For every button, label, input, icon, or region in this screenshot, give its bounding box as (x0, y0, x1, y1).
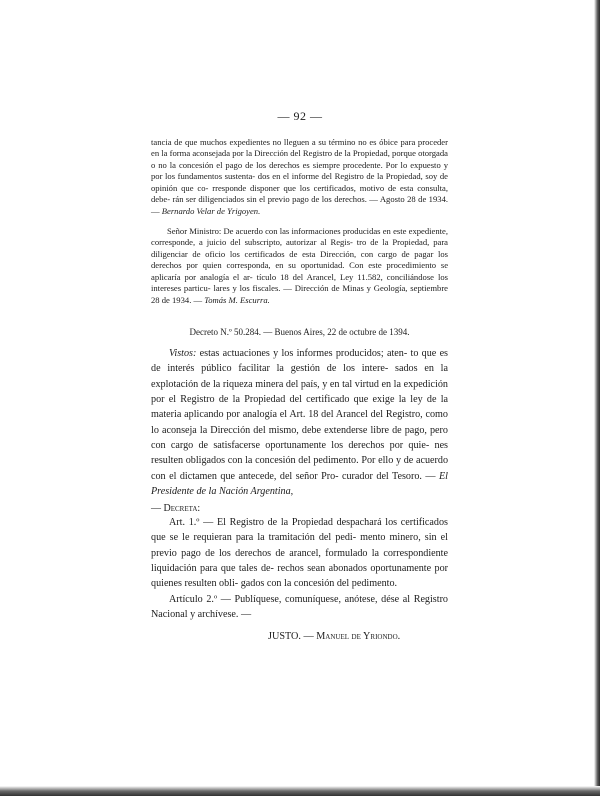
dictamen-paragraph (151, 226, 448, 306)
text-line: tro de la Propiedad, para diligenciar de oficio los certificados de esta (151, 237, 448, 259)
signature-justo: JUSTO. (268, 631, 301, 642)
articulo-2 (151, 592, 448, 623)
text-line: es siempre procedente. Por lo expuesto y por los fundamentos sustenta- (151, 159, 448, 182)
vistos-lead: Vistos: (169, 348, 197, 359)
text-line: formulado la correspondiente liquidación para que tales de- (151, 547, 448, 575)
text-line: tancia de que muchos expedientes no lleguen a su término no es óbice (151, 137, 398, 147)
text-line: Art. 1.º — El Registro de la Propiedad despachará los (169, 517, 398, 528)
page-number: — 92 — (277, 109, 323, 123)
text-line: su oportunidad. Con este procedimiento se aplicaría por analogía el ar- (151, 260, 449, 282)
articles-block (151, 515, 448, 622)
decreta-label: — Decreta: (151, 503, 201, 514)
text-line: curador del Tesoro. — (342, 470, 439, 482)
scan-edge-bottom (0, 786, 600, 796)
text-line: de 1934. — (151, 194, 449, 216)
signature-tomas-escurra: Tomás M. Escurra. (204, 294, 270, 305)
text-line: con cargo de satisfacerse oportunamente los derechos por quie- (151, 440, 430, 452)
text-line: Propiedad, porque otorgada o no la concesión el pago de los derechos (151, 148, 448, 170)
text-line: gados con la concesión del pedimento. (240, 578, 398, 590)
text-line: to que es de interés público facilitar la gestión de los intere- (151, 348, 449, 375)
text-line: Registro Nacional y archívese. — (151, 593, 448, 621)
text-line: certificados que se le requieran para la tramitación del pedi- (151, 517, 448, 544)
text-line: nes resulten obligados con la concesión del pedimento. Por (151, 440, 448, 467)
informe-paragraph (151, 137, 448, 217)
text-line: tículo 18 del Arancel, Ley 11.582, conciliándose los intereses particu- (151, 271, 448, 294)
text-line: para proceder en la forma aconsejada por la Dirección del Registro de la (151, 137, 448, 159)
text-line: de 1934. — (161, 294, 205, 305)
articulo-1 (151, 515, 448, 592)
text-line: la Dirección del mismo, debe extenderse libre de pago, pero (199, 424, 448, 436)
signature-separator: — (300, 631, 317, 642)
signature-line (268, 630, 400, 644)
text-line: estas actuaciones y los informes producidos; aten- (196, 348, 408, 359)
text-line: este expediente, corresponde, a juicio del subscripto, autorizar al Regis- (151, 226, 448, 248)
text-line: del certificado que exige la ley de la materia aplicando por (151, 394, 449, 421)
text-line: lares y los fiscales. — Dirección de Minas y Geología, septiembre 28 (151, 283, 448, 305)
text-line: analogía el Art. 18 del Arancel del Registro, como lo aconseja (151, 409, 448, 436)
text-line: rechos sean abonados oportunamente por quienes resulten obli- (151, 563, 449, 590)
dictamen-fragment (151, 226, 448, 306)
informe-fragment (151, 137, 448, 217)
signature-bernardo-velar: Bernardo Velar de Yrigoyen. (161, 205, 261, 216)
text-line: tal virtud en la expedición por el Registro de la Propiedad (151, 378, 448, 406)
text-line: mento minero, sin el previo pago de los derechos de arancel, (151, 532, 448, 559)
text-line: rán ser diligenciados sin el previo pago de los derechos. — Agosto 28 (172, 194, 416, 205)
text-line: Artículo 2.º — Publíquese, comuníquese, anótese, dése al (169, 593, 411, 605)
text-line: Dirección, con cargo de pagar los derechos por quien corresponda, en (151, 248, 448, 271)
text-line: dos en el informe del Registro de la Propiedad, soy de opinión que co- (151, 171, 449, 193)
text-line: rresponde disponer que los certificados, motivo de esta consulta, debe- (151, 182, 448, 205)
considerando-paragraph (151, 346, 448, 499)
text-line: ello y de acuerdo con el dictamen que antecede, del señor Pro- (151, 455, 449, 482)
considerando-block (151, 346, 448, 499)
text-line: Señor Ministro: De acuerdo con las informaciones producidas en (167, 226, 391, 236)
president-title: El Presidente de la Nación Argentina, (151, 470, 448, 498)
decreto-header: Decreto N.º 50.284. — Buenos Aires, 22 de octubre de 1394. (189, 327, 410, 337)
text-line: sados en la explotación de la riqueza minera del país, y en (151, 363, 448, 390)
signature-yriondo: Manuel de Yriondo. (316, 631, 401, 642)
